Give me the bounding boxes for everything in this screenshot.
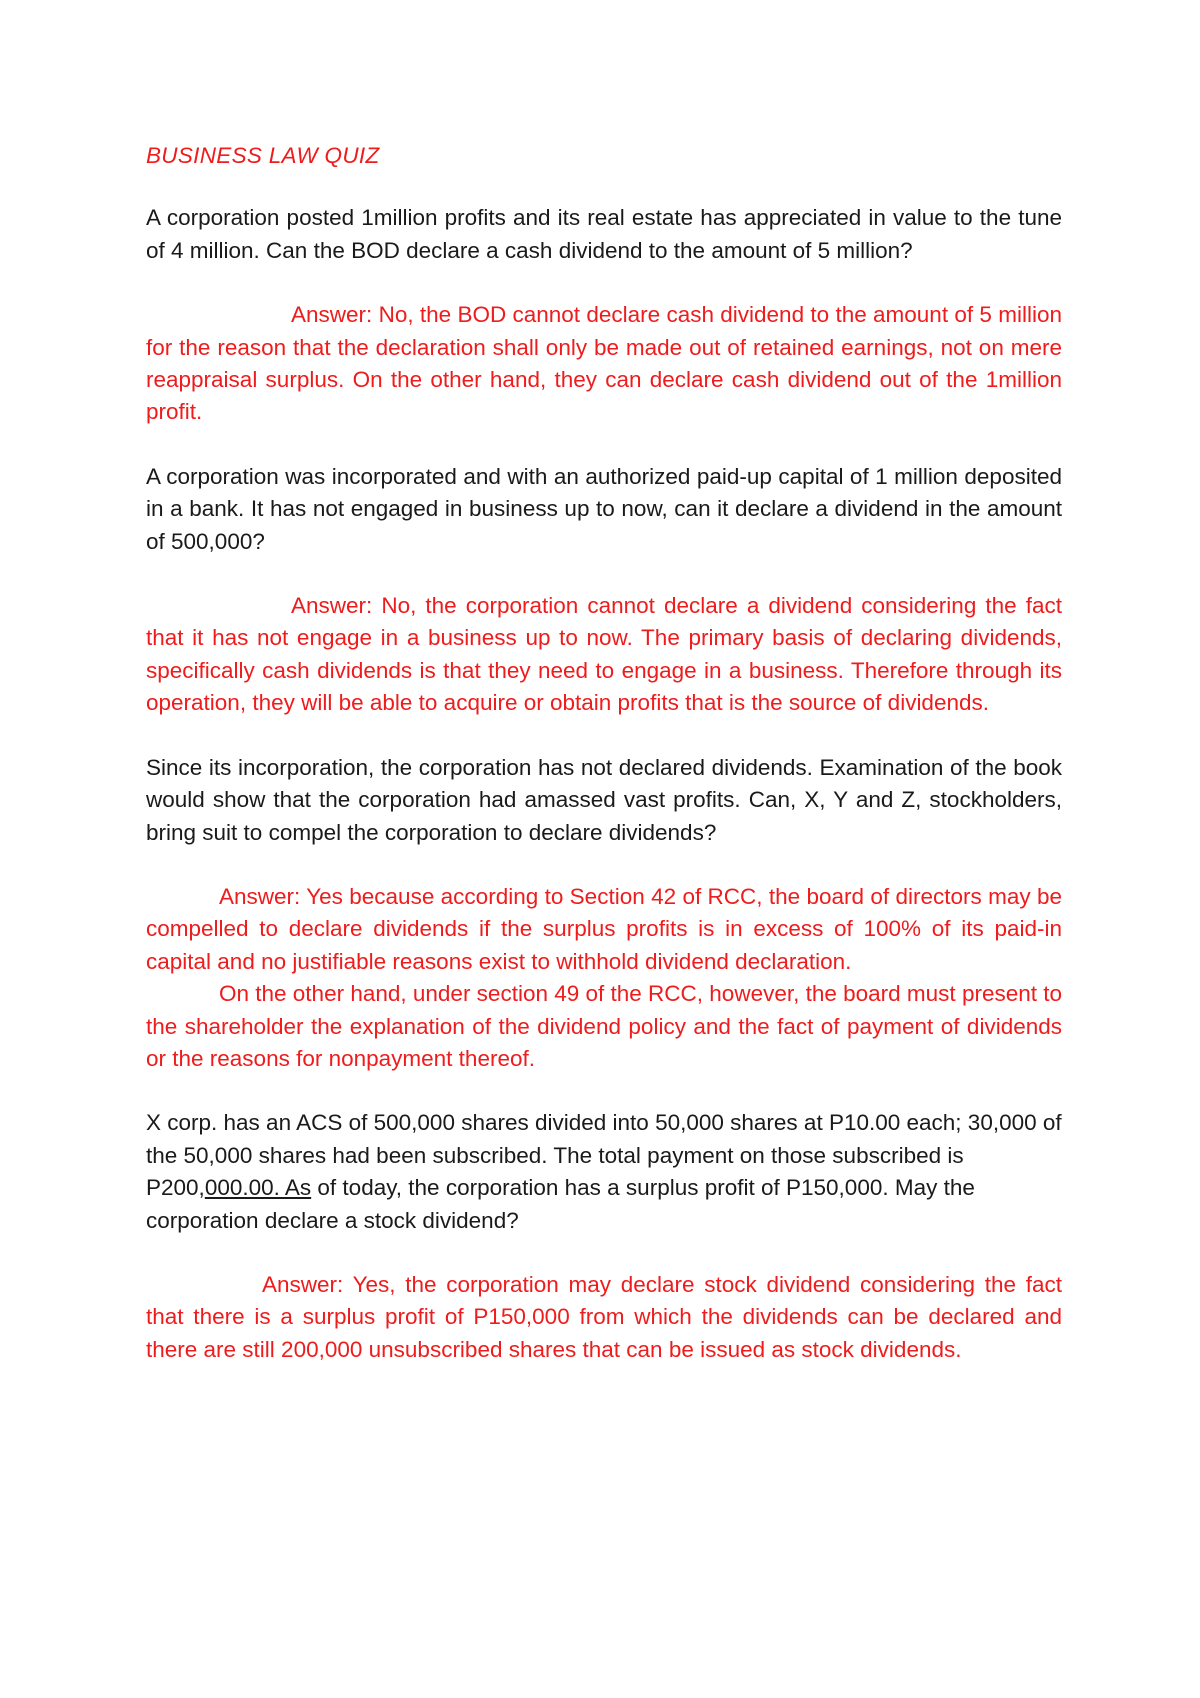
answer-3-continued: On the other hand, under section 49 of the RCC, however, the board must present to the shareholder the explanation of the dividend policy and the fact of payment of dividends or the reasons for nonpayment thereof. bbox=[146, 981, 1063, 1071]
question-2: A corporation was incorporated and with an authorized paid-up capital of 1 million deposited in a bank. It has not engaged in business up to now, can it declare a dividend in the amount of 500,000? bbox=[146, 463, 1062, 554]
question-4 bbox=[146, 1107, 1062, 1237]
question-4-part-2: of today, the corporation has a surplus profit of P150,000. May the corporation declare a stock dividend? bbox=[146, 1175, 975, 1233]
page-title: BUSINESS LAW QUIZ bbox=[146, 143, 380, 168]
answer-2: Answer: No, the corporation cannot declare a dividend considering the fact that it has not engage in a business up to now. The primary basis of declaring dividends, specifically cash dividends is that they need to engage in a business. Therefore through its operation, they will be able to acquire or obtain profits that is the source of dividends. bbox=[146, 593, 1062, 716]
answer-1: Answer: No, the BOD cannot declare cash dividend to the amount of 5 million for the reason that the declaration shall only be made out of retained earnings, not on mere reappraisal surplus. On the other hand, they can declare cash dividend out of the 1million profit. bbox=[146, 302, 1062, 425]
question-4-underlined: 000.00. As bbox=[204, 1175, 312, 1201]
question-1: A corporation posted 1million profits and its real estate has appreciated in value to the tune of 4 million. Can the BOD declare a cash dividend to the amount of 5 million? bbox=[146, 205, 1062, 263]
document-body bbox=[146, 140, 1062, 1398]
question-3: Since its incorporation, the corporation has not declared dividends. Examination of the book would show that the corporation had amassed vast profits. Can, X, Y and Z, stockholders, bring suit to compel the corporation to declare dividends? bbox=[146, 754, 1062, 845]
answer-4: Answer: Yes, the corporation may declare stock dividend considering the fact that there is a surplus profit of P150,000 from which the dividends can be declared and there are still 200,000 unsubscribed shares that can be issued as stock dividends. bbox=[146, 1271, 1062, 1362]
answer-3: Answer: Yes because according to Section 42 of RCC, the board of directors may be compelled to declare dividends if the surplus profits is in excess of 100% of its paid-in capital and no justifiable reasons exist to withhold dividend declaration. bbox=[146, 883, 1062, 974]
question-4-part-1: X corp. has an ACS of 500,000 shares divided into 50,000 shares at P10.00 each; 30,000 of the 50,000 shares had been subscribed. The total payment on those subscribed is P200, bbox=[146, 1110, 1062, 1201]
